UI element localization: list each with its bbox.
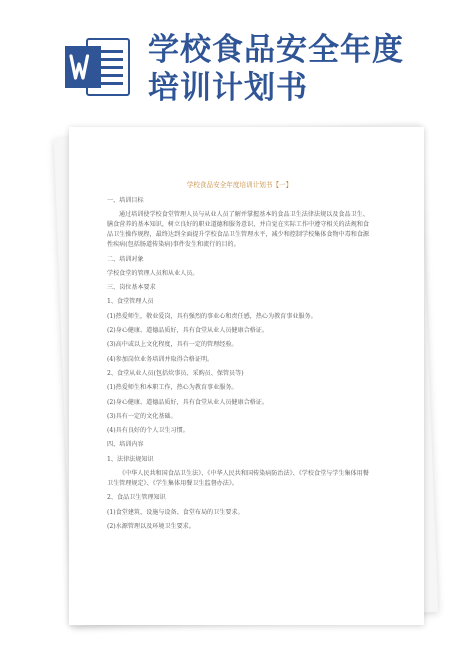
list-item: (2)身心健康、道德品质好，具有食堂从业人员健康合格证。 (107, 398, 268, 406)
subheading-managers: 1、食堂管理人员 (107, 298, 154, 306)
list-item: (3)高中或以上文化程度，具有一定的管理经验。 (107, 341, 238, 349)
paragraph-goals: 通过培训使学校食堂管理人员与从业人员了解并掌握基本的食品卫生法律法规以及食品卫生、膳食营养的基本知识，树立良好的职业道德和服务意识，并自觉在实际工作中遵守相关的法规和食品卫生操作规程，最终达到全面提升学校食品卫生管理水平，减少和控制学校集体食物中毒和食源性疾病(包括肠道传染病)事件发生和流行的目的。 (107, 211, 370, 249)
section-heading-audience: 二、培训对象 (107, 255, 144, 263)
word-document-icon (63, 36, 131, 98)
paragraph-audience: 学校食堂的管理人员和从业人员。 (107, 269, 199, 277)
subheading-staff: 2、食堂从业人员(包括炊事员、采购员、保管员等) (107, 369, 244, 377)
section-heading-goals: 一、培训目标 (107, 197, 144, 204)
section-heading-content: 四、培训内容 (107, 441, 144, 449)
list-item: (4)参加岗位业务培训并取得合格证明。 (107, 355, 214, 363)
subheading-laws: 1、法律法规知识 (107, 455, 154, 463)
banner (0, 0, 474, 110)
list-item: (4)具有良好的个人卫生习惯。 (107, 427, 189, 435)
subheading-hygiene: 2、食品卫生管理知识 (107, 494, 166, 502)
list-item: (1)热爱师生，敬业爱岗，具有强烈的事业心和责任感，热心为教育事业服务。 (107, 312, 317, 320)
banner-title-line1: 学校食品安全年度 (148, 32, 404, 68)
list-item: (1)食堂建筑、设施与设备、食堂布局的卫生要求。 (107, 508, 244, 516)
section-heading-requirements: 三、岗位基本要求 (107, 284, 156, 292)
list-item: (3)具有一定的文化基础。 (107, 412, 177, 420)
list-item: (2)水源管理以及环境卫生要求。 (107, 522, 195, 530)
document-body (107, 180, 372, 536)
list-item: (2)身心健康、道德品质好，具有食堂从业人员健康合格证。 (107, 327, 268, 335)
paragraph-laws: 《中华人民共和国食品卫生法》、《中华人民共和国传染病防治法》、《学校食堂与学生集体用餐卫生管理规定》、《学生集体用餐卫生监督办法》。 (107, 470, 369, 488)
document-title: 学校食品安全年度培训计划书【一】 (186, 181, 293, 189)
list-item: (1)热爱师生和本职工作，热心为教育事业服务。 (107, 384, 238, 392)
banner-title-line2: 培训计划书 (148, 70, 308, 106)
